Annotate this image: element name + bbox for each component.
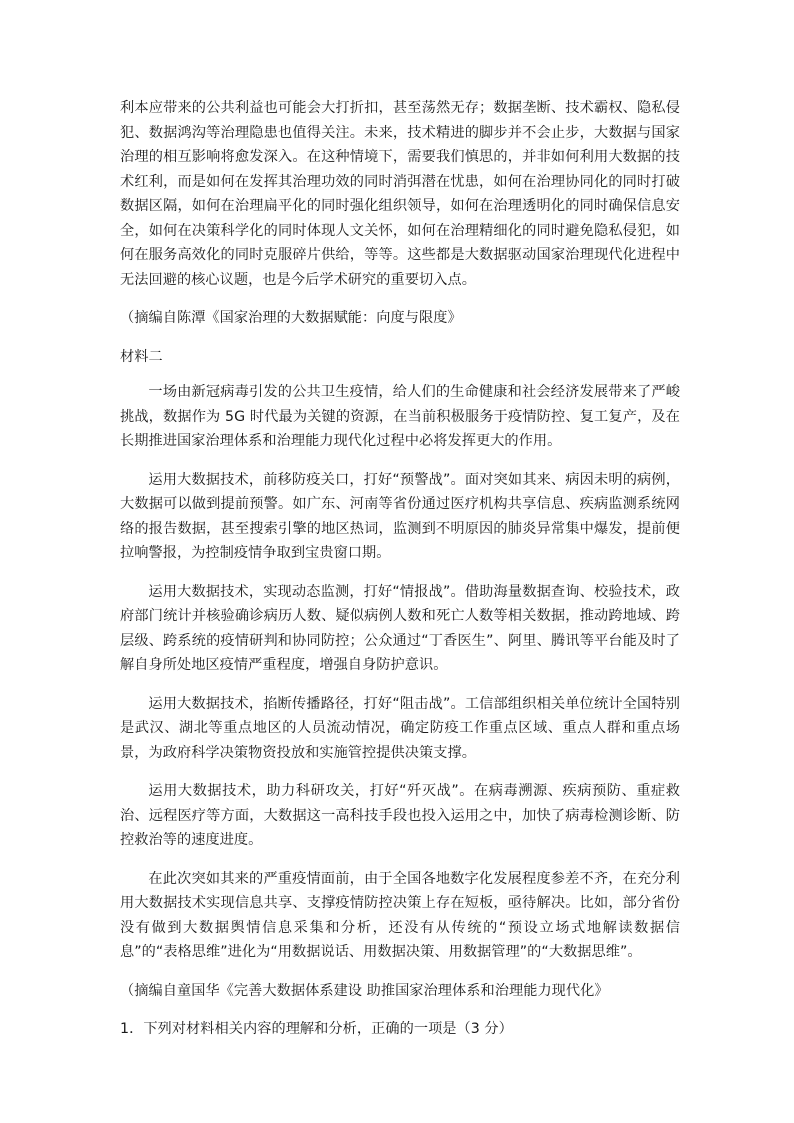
document-page [120, 96, 680, 1042]
body-paragraph: 运用大数据技术，助力科研攻关，打好“歼灭战”。在病毒溯源、疾病预防、重症救治、远程医疗等方面，大数据这一高科技手段也投入运用之中，加快了病毒检测诊断、防控救治等的速度进度。 [120, 783, 680, 848]
citation-source-2: （摘编自童国华《完善大数据体系建设 助推国家治理体系和治理能力现代化》 [120, 982, 609, 999]
intro-paragraph: 利本应带来的公共利益也可能会大打折扣，甚至荡然无存；数据垄断、技术霸权、隐私侵犯、数据鸿沟等治理隐患也值得关注。未来，技术精进的脚步并不会止步，大数据与国家治理的相互影响将愈发深入。在这种情境下，需要我们慎思的，并非如何利用大数据的技术红利，而是如何在发挥其治理功效的同时消弭潜在忧患，如何在治理协同化的同时打破数据区隔，如何在治理扁平化的同时强化组织领导，如何在治理透明化的同时确保信息安全，如何在决策科学化的同时体现人文关怀，如何在治理精细化的同时避免隐私侵犯，如何在服务高效化的同时克服碎片供给，等等。这些都是大数据驱动国家治理现代化进程中无法回避的核心议题，也是今后学术研究的重要切入点。 [120, 100, 680, 288]
body-paragraph: 在此次突如其来的严重疫情面前，由于全国各地数字化发展程度参差不齐，在充分利用大数据技术实现信息共享、支撑疫情防控决策上存在短板，亟待解决。比如，部分省份没有做到大数据舆情信息采集和分析，还没有从传统的“预设立场式地解读数据信息”的“表格思维”进化为“用数据说话、用数据决策、用数据管理”的“大数据思维”。 [120, 870, 680, 960]
body-paragraph: 一场由新冠病毒引发的公共卫生疫情，给人们的生命健康和社会经济发展带来了严峻挑战，数据作为 5G 时代最为关键的资源，在当前积极服务于疫情防控、复工复产，及在长期推进国家治理体系和治理能力现代化过程中必将发挥更大的作用。 [120, 384, 680, 449]
citation-source-1: （摘编自陈潭《国家治理的大数据赋能：向度与限度》 [120, 310, 462, 326]
body-paragraph: 运用大数据技术，掐断传播路径，打好“阻击战”。工信部组织相关单位统计全国特别是武汉、湖北等重点地区的人员流动情况，确定防疫工作重点区域、重点人群和重点场景，为政府科学决策物资投放和实施管控提供决策支撑。 [120, 695, 680, 761]
body-paragraph: 运用大数据技术，前移防疫关口，打好“预警战”。面对突如其来、病因未明的病例，大数据可以做到提前预警。如广东、河南等省份通过医疗机构共享信息、疾病监测系统网络的报告数据，甚至搜索引擎的地区热词，监测到不明原因的肺炎异常集中爆发，提前便拉响警报，为控制疫情争取到宝贵窗口期。 [120, 471, 680, 561]
question-1: 1．下列对材料相关内容的理解和分析，正确的一项是（3 分） [120, 1021, 513, 1037]
body-paragraph: 运用大数据技术，实现动态监测，打好“情报战”。借助海量数据查询、校验技术，政府部门统计并核验确诊病历人数、疑似病例人数和死亡人数等相关数据，推动跨地域、跨层级、跨系统的疫情研判和协同防控；公众通过“丁香医生”、阿里、腾讯等平台能及时了解自身所处地区疫情严重程度，增强自身防护意识。 [120, 583, 680, 673]
section-heading-material-2: 材料二 [120, 348, 163, 365]
